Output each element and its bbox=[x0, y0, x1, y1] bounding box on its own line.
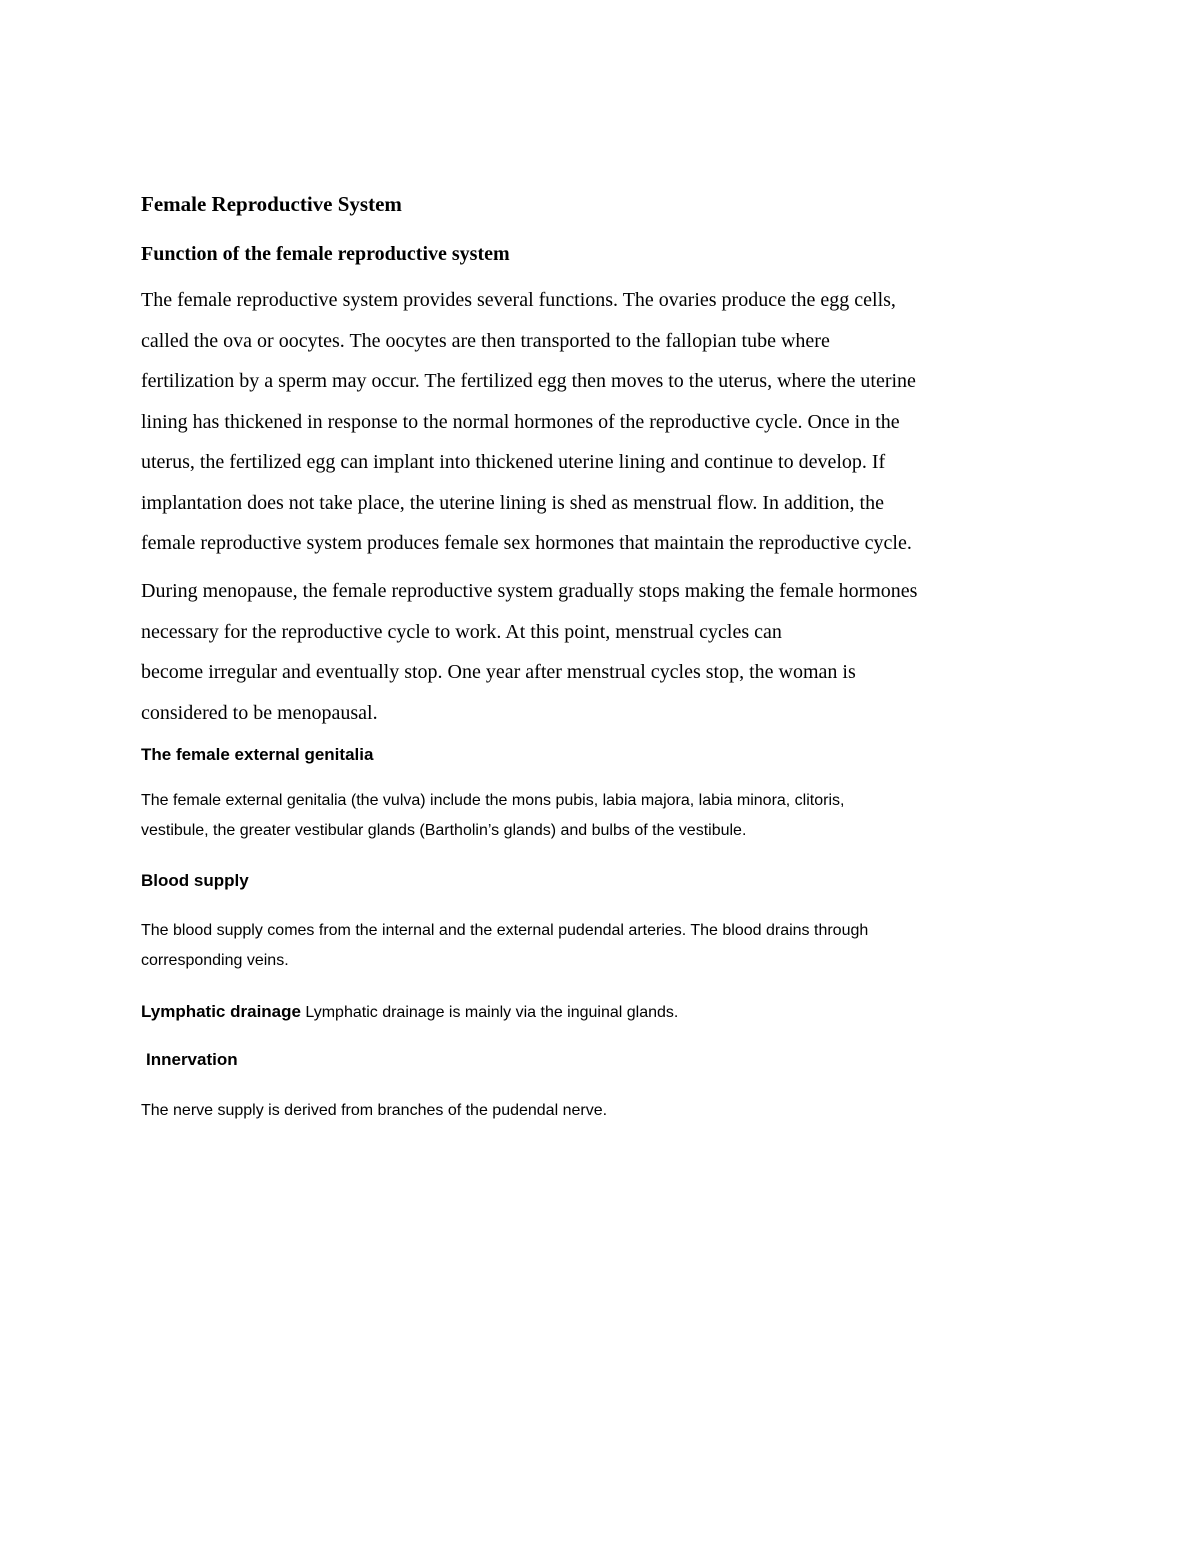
paragraph-line: corresponding veins. bbox=[141, 952, 289, 969]
paragraph-menopause bbox=[141, 571, 1061, 733]
paragraph-line: lining has thickened in response to the normal hormones of the reproductive cycle. Once in the bbox=[141, 410, 900, 433]
paragraph-line: uterus, the fertilized egg can implant into thickened uterine lining and continue to develop. If bbox=[141, 451, 886, 473]
paragraph-line: female reproductive system produces female sex hormones that maintain the reproductive cycle. bbox=[141, 532, 912, 554]
paragraph-line: considered to be menopausal. bbox=[141, 701, 378, 724]
paragraph-line: fertilization by a sperm may occur. The fertilized egg then moves to the uterus, where the uterine bbox=[141, 370, 916, 392]
section-heading-innervation: Innervation bbox=[146, 1050, 238, 1069]
paragraph-line: become irregular and eventually stop. One year after menstrual cycles stop, the woman is bbox=[141, 661, 856, 683]
paragraph-line: The female reproductive system provides several functions. The ovaries produce the egg cells, bbox=[141, 289, 896, 311]
section-heading-blood-supply: Blood supply bbox=[141, 871, 249, 890]
paragraph-line: The blood supply comes from the internal and the external pudendal arteries. The blood drains through bbox=[141, 922, 869, 939]
paragraph-lymphatic bbox=[141, 997, 678, 1028]
paragraph-external-genitalia bbox=[141, 786, 844, 846]
lymphatic-text: Lymphatic drainage is mainly via the inguinal glands. bbox=[305, 1004, 679, 1021]
section-heading-external-genitalia: The female external genitalia bbox=[141, 745, 374, 764]
paragraph-line: implantation does not take place, the uterine lining is shed as menstrual flow. In addition, the bbox=[141, 491, 884, 514]
paragraph-line: During menopause, the female reproductive system gradually stops making the female hormones bbox=[141, 580, 918, 602]
paragraph-innervation: The nerve supply is derived from branches of the pudendal nerve. bbox=[141, 1102, 608, 1119]
document-title: Female Reproductive System bbox=[141, 192, 402, 216]
paragraph-line: called the ova or oocytes. The oocytes are then transported to the fallopian tube where bbox=[141, 329, 830, 352]
paragraph-line: The female external genitalia (the vulva) include the mons pubis, labia majora, labia minora, clitoris, bbox=[141, 792, 845, 809]
paragraph-functions bbox=[141, 280, 1061, 564]
paragraph-line: necessary for the reproductive cycle to work. At this point, menstrual cycles can bbox=[141, 620, 782, 643]
paragraph-line: vestibule, the greater vestibular glands (Bartholin’s glands) and bulbs of the vestibule. bbox=[141, 822, 747, 839]
section-heading-function: Function of the female reproductive system bbox=[141, 243, 510, 265]
paragraph-blood-supply bbox=[141, 916, 868, 976]
section-heading-lymphatic: Lymphatic drainage bbox=[141, 1002, 301, 1021]
